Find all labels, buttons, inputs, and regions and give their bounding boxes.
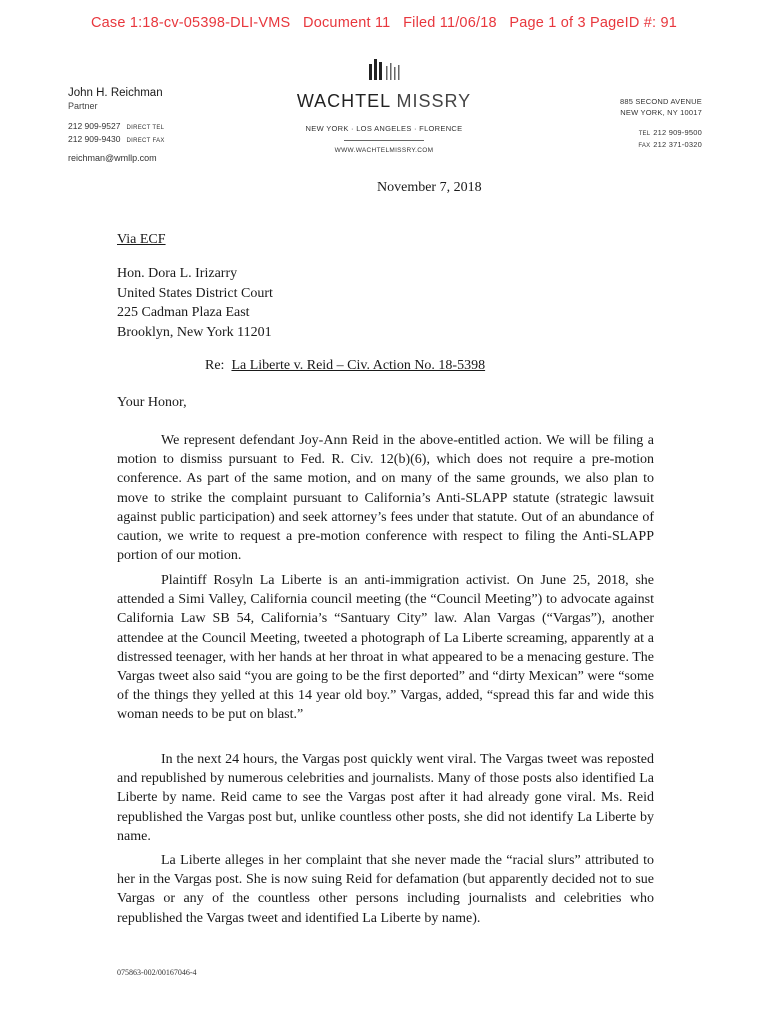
firm-name-bold: WACHTEL — [296, 91, 391, 111]
attorney-title: Partner — [68, 101, 98, 111]
body-paragraph: La Liberte alleges in her complaint that she never made the “racial slurs” attributed to her in the Vargas post. She is now suing Reid for defamation (but apparently decided not to sue Vargas or any of the countless other persons including journalists and celebrities who republished the Vargas tweet and identified La Liberte by name). — [117, 853, 654, 926]
firm-tel-label: TEL — [638, 131, 651, 137]
recipient-line: Hon. Dora L. Irizarry — [117, 266, 238, 281]
firm-tel: 212 909-9500 — [653, 128, 702, 137]
body-paragraph: In the next 24 hours, the Vargas post quickly went viral. The Vargas tweet was reposted and republished by numerous celebrities and journalists. Many of those posts also identified La Liberte by name. Reid came to see the Vargas post after it had already gone viral. Ms. Reid republished the Vargas post but, unlike countless other posts, she did not identify La Liberte by name. — [117, 752, 654, 844]
firm-name-light: MISSRY — [396, 91, 472, 111]
firm-fax-line — [638, 140, 702, 149]
direct-fax-label: DIRECT FAX — [126, 138, 165, 144]
attorney-email: reichman@wmllp.com — [68, 153, 157, 163]
body-paragraph: We represent defendant Joy-Ann Reid in the above-entitled action. We will be filing a motion to dismiss pursuant to Fed. R. Civ. 12(b)(6), which does not require a pre-motion conference. As part of the same motion, and on many of the same grounds, we also plan to move to strike the complaint pursuant to California’s Anti-SLAPP statute (strategic lawsuit against public participation) and seek attorney’s fees under that statute. Out of an abundance of caution, we write to request a pre-motion conference with respect to filing the Anti-SLAPP portion of our motion. — [117, 433, 654, 564]
direct-tel: 212 909-9527 — [68, 121, 121, 131]
document-number: 075863-002/00167046-4 — [117, 968, 197, 977]
recipient-line: United States District Court — [117, 285, 273, 301]
firm-logo-icon — [366, 56, 406, 82]
address-line-1: 885 SECOND AVENUE — [619, 97, 702, 106]
firm-website: WWW.WACHTELMISSRY.COM — [334, 147, 434, 154]
case-header-stamp: Case 1:18-cv-05398-DLI-VMS Document 11 Filed 11/06/18 Page 1 of 3 PageID #: 91 — [90, 15, 678, 31]
firm-cities: NEW YORK · LOS ANGELES · FLORENCE — [305, 124, 463, 133]
firm-fax-label: FAX — [638, 143, 651, 149]
direct-tel-label: DIRECT TEL — [126, 125, 165, 131]
recipient-line: Brooklyn, New York 11201 — [117, 324, 272, 340]
letter-date: November 7, 2018 — [377, 180, 482, 195]
letterhead-divider — [344, 140, 424, 141]
recipient-address — [117, 264, 273, 342]
re-line — [205, 358, 485, 374]
firm-fax: 212 371-0320 — [653, 140, 702, 149]
re-label: Re: — [205, 358, 225, 373]
body-paragraph: Plaintiff Rosyln La Liberte is an anti-immigration activist. On June 25, 2018, she attended a Simi Valley, California council meeting (the “Council Meeting”) to advocate against California Law SB 54, California’s “Santuary City” law. Alan Vargas (“Vargas”), another attendee at the Council Meeting, tweeted a photograph of La Liberte screaming, apparently at a distressed teenager, with her hands at her throat in what appeared to be a menacing gesture. The Vargas tweet also said “you are going to be the first deported” and “dirty Mexican” were “some of the things they yelled at this 14 year old boy.” Vargas, added, “spread this far and wide this woman needs to be put on blast.” — [117, 573, 654, 723]
attorney-name: John H. Reichman — [68, 87, 163, 99]
address-line-2: NEW YORK, NY 10017 — [620, 108, 702, 117]
recipient-line: 225 Cadman Plaza East — [117, 305, 250, 320]
re-subject: La Liberte v. Reid – Civ. Action No. 18-5398 — [231, 358, 486, 373]
delivery-method: Via ECF — [117, 232, 166, 247]
direct-fax-line — [68, 134, 165, 144]
direct-fax: 212 909-9430 — [68, 134, 121, 144]
salutation: Your Honor, — [117, 395, 187, 410]
firm-tel-line — [639, 128, 702, 137]
